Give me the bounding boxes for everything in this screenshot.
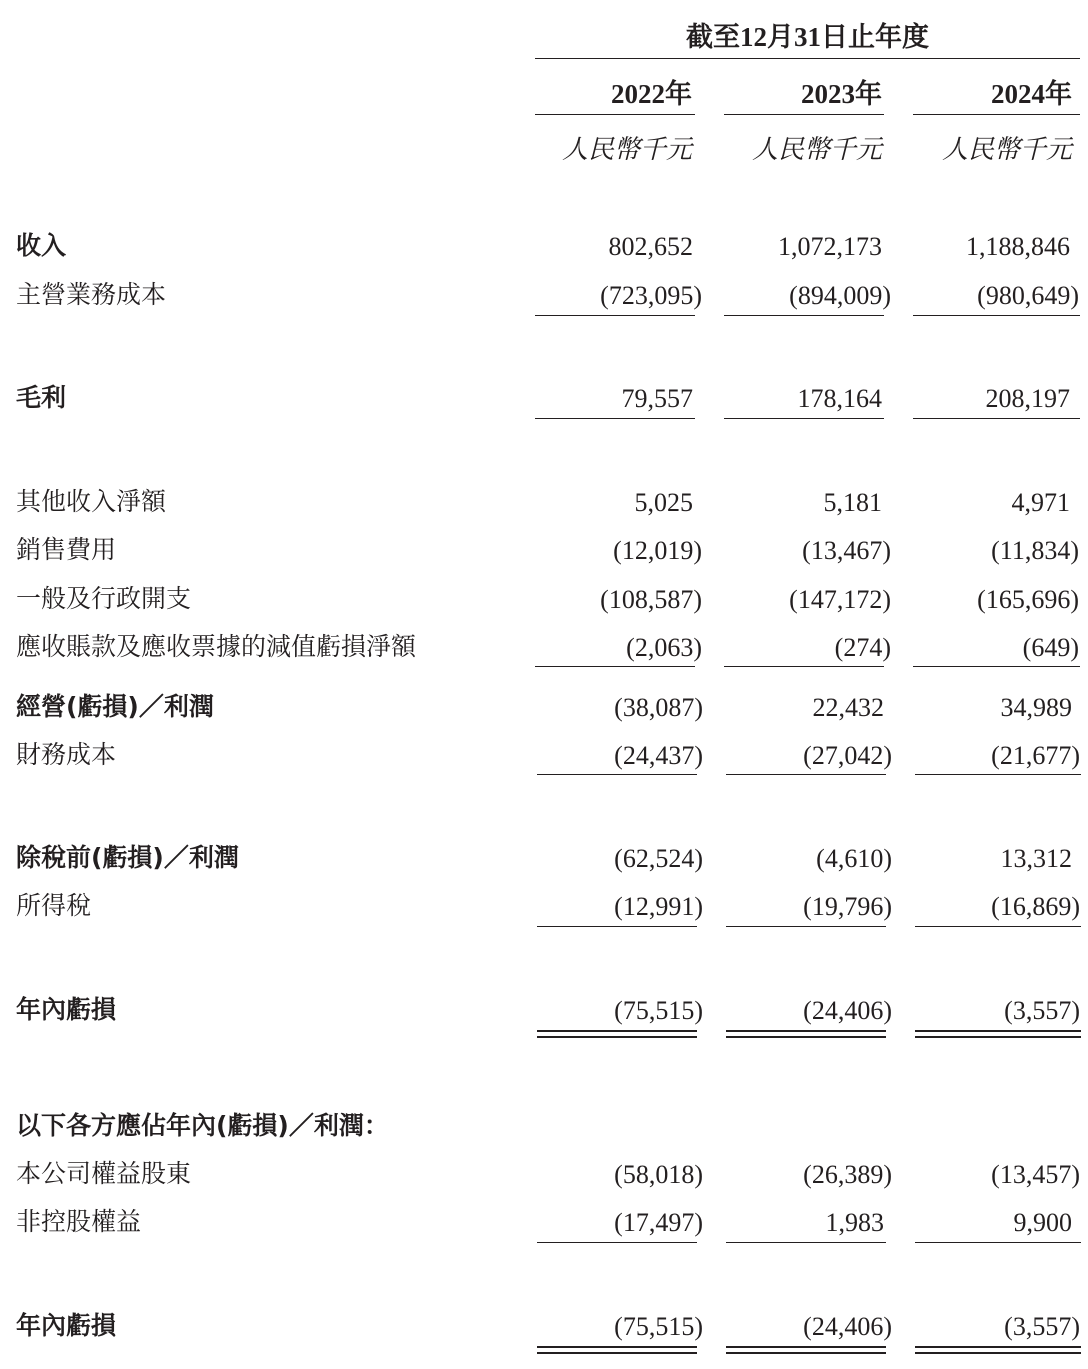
value-selling-expenses-2023: (13,467) <box>802 536 891 565</box>
value-finance-costs-2022: (24,437) <box>614 741 703 770</box>
value-revenue-2024: 1,188,846 <box>966 232 1070 261</box>
value-income-tax-2024: (16,869) <box>991 892 1080 921</box>
value-operating-result-2024: 34,989 <box>1000 693 1072 722</box>
value-selling-expenses-2022: (12,019) <box>613 536 702 565</box>
total-double-rule-2023 <box>726 1346 886 1354</box>
unit-label-2022: 人民幣千元 <box>561 135 692 165</box>
value-other-income-2022: 5,025 <box>634 488 693 517</box>
subtotal-rule-2022 <box>535 666 695 667</box>
value-finance-costs-2024: (21,677) <box>991 741 1080 770</box>
value-loss-for-year-2023: (24,406) <box>803 996 892 1025</box>
row-label-revenue: 收入 <box>16 231 67 260</box>
value-cost-of-sales-2022: (723,095) <box>600 281 702 310</box>
value-loss-for-year-2022: (75,515) <box>614 996 703 1025</box>
value-other-income-2024: 4,971 <box>1011 488 1070 517</box>
value-equity-shareholders-2022: (58,018) <box>614 1160 703 1189</box>
value-selling-expenses-2024: (11,834) <box>991 536 1079 565</box>
subtotal-rule-2023 <box>726 1242 886 1243</box>
value-income-tax-2022: (12,991) <box>614 892 703 921</box>
value-loss-for-year-total-2024: (3,557) <box>1004 1312 1080 1341</box>
subtotal-rule-2024 <box>915 1242 1081 1243</box>
value-equity-shareholders-2024: (13,457) <box>991 1160 1080 1189</box>
total-double-rule-2024 <box>915 1030 1081 1038</box>
value-admin-expenses-2022: (108,587) <box>600 585 702 614</box>
row-label-loss-for-year-total: 年內虧損 <box>16 1311 117 1340</box>
value-loss-for-year-total-2023: (24,406) <box>803 1312 892 1341</box>
value-admin-expenses-2024: (165,696) <box>977 585 1079 614</box>
value-revenue-2023: 1,072,173 <box>778 232 882 261</box>
unit-label-2024: 人民幣千元 <box>941 135 1072 165</box>
subtotal-rule-2024 <box>915 774 1081 775</box>
value-impairment-loss-2024: (649) <box>1022 633 1079 662</box>
row-label-impairment-loss: 應收賬款及應收票據的減值虧損淨額 <box>16 632 417 661</box>
subtotal-rule-2023 <box>724 315 884 316</box>
period-heading: 截至12月31日止年度 <box>686 22 929 52</box>
subtotal-rule-2024 <box>913 666 1080 667</box>
subtotal-rule-2022 <box>537 774 697 775</box>
value-non-controlling-2022: (17,497) <box>614 1208 703 1237</box>
value-other-income-2023: 5,181 <box>823 488 882 517</box>
total-double-rule-2022 <box>537 1346 697 1354</box>
row-label-finance-costs: 財務成本 <box>16 740 117 769</box>
value-operating-result-2023: 22,432 <box>812 693 884 722</box>
value-pretax-result-2023: (4,610) <box>816 844 892 873</box>
row-label-attributable-to: 以下各方應佔年內(虧損)／利潤： <box>16 1111 389 1140</box>
value-gross-profit-2024: 208,197 <box>985 384 1070 413</box>
unit-label-2023: 人民幣千元 <box>751 135 882 165</box>
row-label-equity-shareholders: 本公司權益股東 <box>16 1159 192 1188</box>
total-double-rule-2022 <box>537 1030 697 1038</box>
value-equity-shareholders-2023: (26,389) <box>803 1160 892 1189</box>
subtotal-rule-2023 <box>724 418 884 419</box>
total-double-rule-2024 <box>915 1346 1081 1354</box>
subtotal-rule-2022 <box>535 418 695 419</box>
subtotal-rule-2022 <box>537 926 697 927</box>
year-header-2023: 2023年 <box>801 79 882 109</box>
value-finance-costs-2023: (27,042) <box>803 741 892 770</box>
row-label-loss-for-year: 年內虧損 <box>16 995 117 1024</box>
row-label-income-tax: 所得稅 <box>16 891 92 920</box>
value-non-controlling-2024: 9,900 <box>1013 1208 1072 1237</box>
subtotal-rule-2022 <box>535 315 695 316</box>
subtotal-rule-2022 <box>537 1242 697 1243</box>
period-rule <box>535 58 1080 59</box>
subtotal-rule-2023 <box>724 666 884 667</box>
value-gross-profit-2022: 79,557 <box>621 384 693 413</box>
subtotal-rule-2024 <box>913 315 1080 316</box>
row-label-admin-expenses: 一般及行政開支 <box>16 584 192 613</box>
value-impairment-loss-2022: (2,063) <box>626 633 702 662</box>
row-label-gross-profit: 毛利 <box>16 383 67 412</box>
year-header-2024: 2024年 <box>991 79 1072 109</box>
subtotal-rule-2023 <box>726 774 886 775</box>
value-cost-of-sales-2023: (894,009) <box>789 281 891 310</box>
value-admin-expenses-2023: (147,172) <box>789 585 891 614</box>
subtotal-rule-2024 <box>915 926 1081 927</box>
value-cost-of-sales-2024: (980,649) <box>977 281 1079 310</box>
row-label-selling-expenses: 銷售費用 <box>16 535 117 564</box>
subtotal-rule-2023 <box>726 926 886 927</box>
value-operating-result-2022: (38,087) <box>614 693 703 722</box>
row-label-other-income: 其他收入淨額 <box>16 487 167 516</box>
row-label-cost-of-sales: 主營業務成本 <box>16 280 167 309</box>
value-loss-for-year-total-2022: (75,515) <box>614 1312 703 1341</box>
year-rule-2024 <box>913 114 1080 115</box>
value-non-controlling-2023: 1,983 <box>825 1208 884 1237</box>
row-label-operating-result: 經營(虧損)／利潤 <box>16 692 214 721</box>
value-gross-profit-2023: 178,164 <box>797 384 882 413</box>
row-label-non-controlling: 非控股權益 <box>16 1207 142 1236</box>
value-pretax-result-2022: (62,524) <box>614 844 703 873</box>
subtotal-rule-2024 <box>913 418 1080 419</box>
value-pretax-result-2024: 13,312 <box>1000 844 1072 873</box>
total-double-rule-2023 <box>726 1030 886 1038</box>
value-revenue-2022: 802,652 <box>608 232 693 261</box>
year-header-2022: 2022年 <box>611 79 692 109</box>
year-rule-2022 <box>535 114 695 115</box>
value-loss-for-year-2024: (3,557) <box>1004 996 1080 1025</box>
value-impairment-loss-2023: (274) <box>834 633 891 662</box>
value-income-tax-2023: (19,796) <box>803 892 892 921</box>
year-rule-2023 <box>724 114 884 115</box>
row-label-pretax-result: 除稅前(虧損)／利潤 <box>16 843 239 872</box>
